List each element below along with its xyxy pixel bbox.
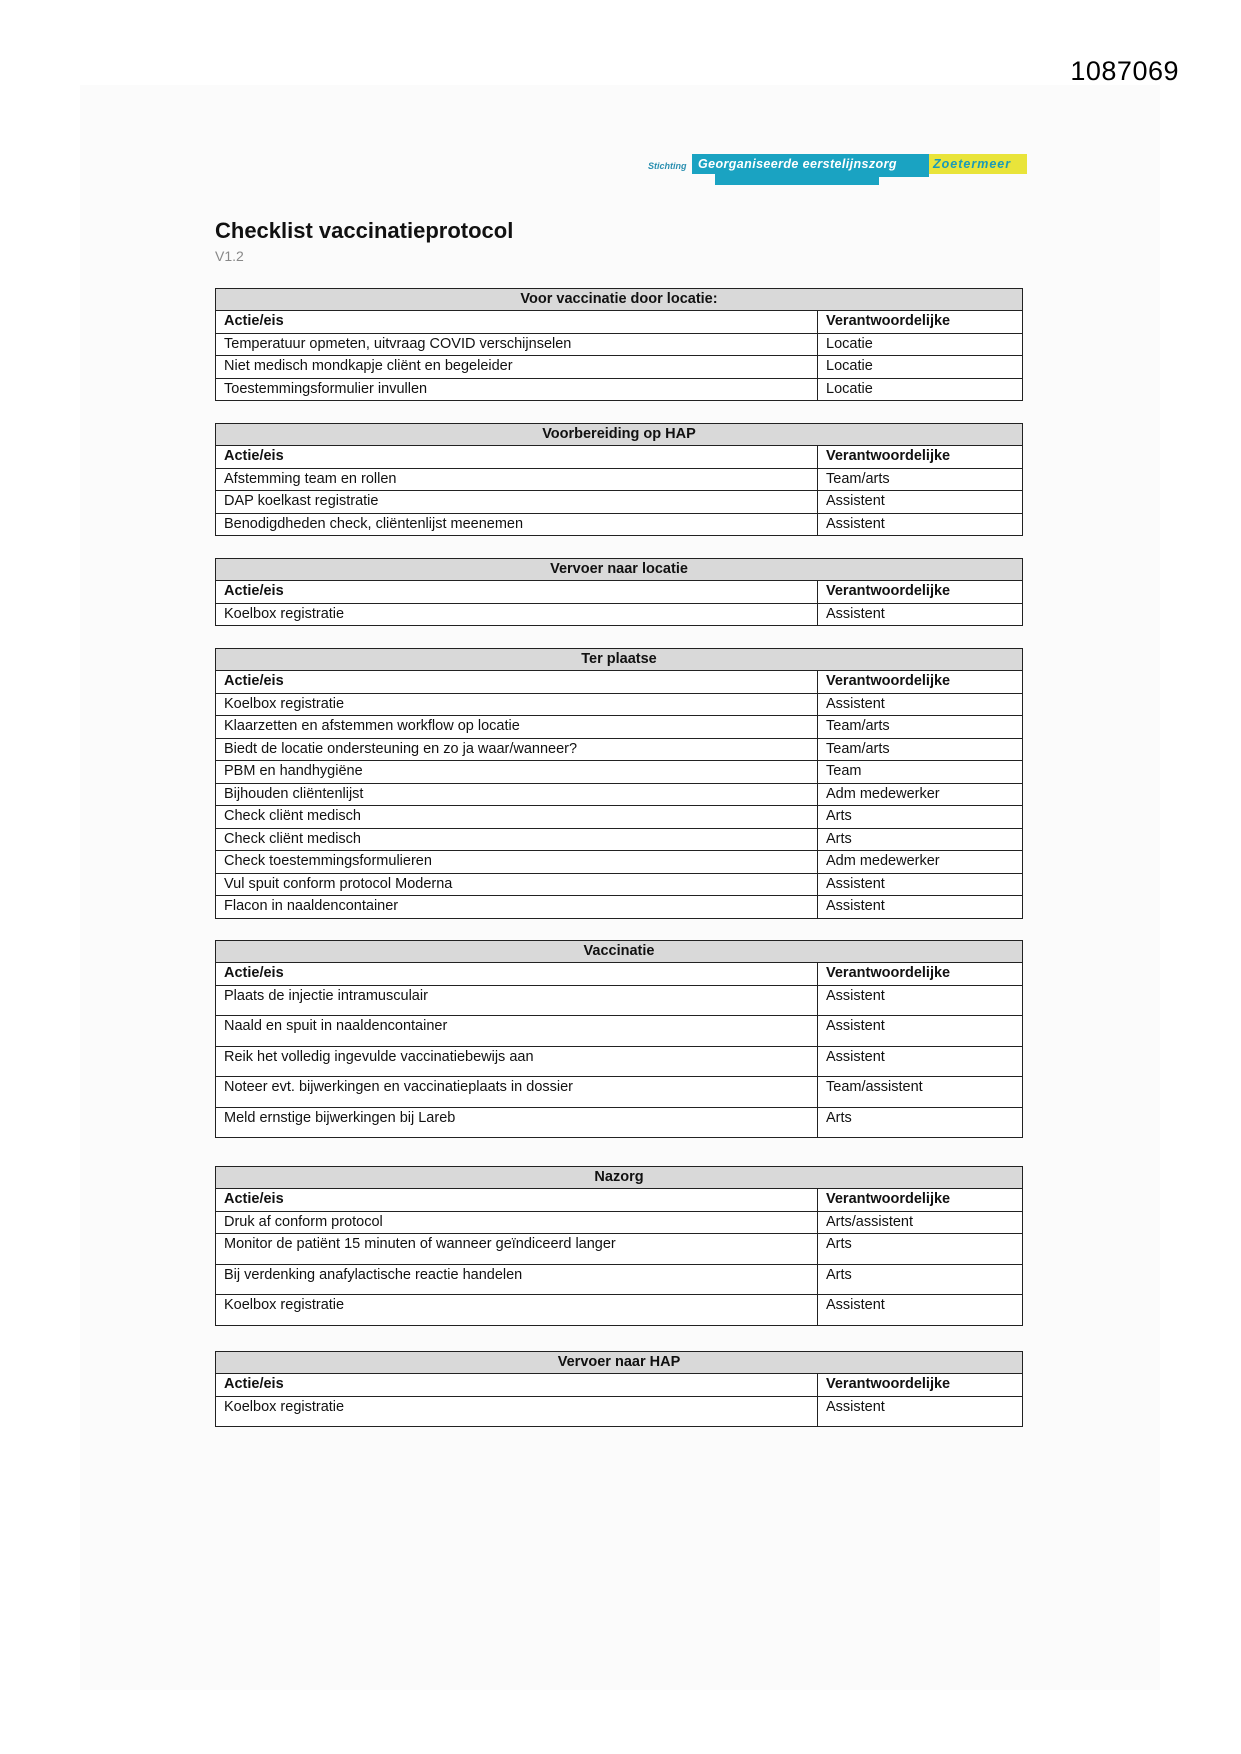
- section-table-voor-vaccinatie: [215, 288, 1023, 401]
- action-cell: Vul spuit conform protocol Moderna: [216, 873, 818, 896]
- table-row: [216, 1107, 1023, 1138]
- action-cell: Koelbox registratie: [216, 1295, 818, 1326]
- section-heading: Ter plaatse: [216, 649, 1023, 671]
- action-cell: Plaats de injectie intramusculair: [216, 985, 818, 1016]
- responsible-cell: Assistent: [818, 873, 1023, 896]
- action-cell: Afstemming team en rollen: [216, 468, 818, 491]
- responsible-cell: Locatie: [818, 356, 1023, 379]
- logo-name-main: Georganiseerde eerstelijnszorg: [692, 154, 929, 174]
- responsible-cell: Arts/assistent: [818, 1211, 1023, 1234]
- column-header-responsible: Verantwoordelijke: [818, 671, 1023, 694]
- table-row: [216, 333, 1023, 356]
- responsible-cell: Team/arts: [818, 738, 1023, 761]
- table-row: [216, 1046, 1023, 1077]
- responsible-cell: Locatie: [818, 333, 1023, 356]
- section-heading: Vervoer naar locatie: [216, 559, 1023, 581]
- table-row: [216, 1396, 1023, 1427]
- column-header-responsible: Verantwoordelijke: [818, 581, 1023, 604]
- responsible-cell: Assistent: [818, 693, 1023, 716]
- table-row: [216, 896, 1023, 919]
- responsible-cell: Assistent: [818, 1396, 1023, 1427]
- column-header-action: Actie/eis: [216, 671, 818, 694]
- action-cell: Biedt de locatie ondersteuning en zo ja waar/wanneer?: [216, 738, 818, 761]
- responsible-cell: Adm medewerker: [818, 783, 1023, 806]
- table-row: [216, 513, 1023, 536]
- action-cell: Bijhouden cliëntenlijst: [216, 783, 818, 806]
- action-cell: Druk af conform protocol: [216, 1211, 818, 1234]
- responsible-cell: Assistent: [818, 896, 1023, 919]
- table-row: [216, 851, 1023, 874]
- table-row: [216, 1295, 1023, 1326]
- section-table-vervoer-naar-hap: [215, 1351, 1023, 1427]
- table-row: [216, 1234, 1023, 1265]
- column-header-action: Actie/eis: [216, 1374, 818, 1397]
- table-row: [216, 378, 1023, 401]
- table-row: [216, 716, 1023, 739]
- action-cell: Koelbox registratie: [216, 603, 818, 626]
- responsible-cell: Team/arts: [818, 468, 1023, 491]
- responsible-cell: Assistent: [818, 1046, 1023, 1077]
- action-cell: Koelbox registratie: [216, 1396, 818, 1427]
- action-cell: Noteer evt. bijwerkingen en vaccinatieplaats in dossier: [216, 1077, 818, 1108]
- column-header-action: Actie/eis: [216, 311, 818, 334]
- section-heading: Nazorg: [216, 1167, 1023, 1189]
- table-row: [216, 738, 1023, 761]
- responsible-cell: Arts: [818, 1107, 1023, 1138]
- responsible-cell: Arts: [818, 806, 1023, 829]
- logo-name-city: Zoetermeer: [929, 154, 1027, 174]
- table-row: [216, 693, 1023, 716]
- section-heading: Voor vaccinatie door locatie:: [216, 289, 1023, 311]
- section-table-ter-plaatse: [215, 648, 1023, 919]
- responsible-cell: Assistent: [818, 491, 1023, 514]
- responsible-cell: Arts: [818, 1264, 1023, 1295]
- responsible-cell: Team: [818, 761, 1023, 784]
- document-id: 1087069: [1070, 56, 1179, 86]
- action-cell: Koelbox registratie: [216, 693, 818, 716]
- table-row: [216, 1211, 1023, 1234]
- table-row: [216, 1016, 1023, 1047]
- action-cell: Check cliënt medisch: [216, 828, 818, 851]
- responsible-cell: Locatie: [818, 378, 1023, 401]
- section-heading: Vervoer naar HAP: [216, 1352, 1023, 1374]
- action-cell: PBM en handhygiëne: [216, 761, 818, 784]
- column-header-responsible: Verantwoordelijke: [818, 446, 1023, 469]
- table-row: [216, 761, 1023, 784]
- action-cell: Niet medisch mondkapje cliënt en begeleider: [216, 356, 818, 379]
- action-cell: Monitor de patiënt 15 minuten of wanneer geïndiceerd langer: [216, 1234, 818, 1265]
- logo-underbar-thin: [879, 174, 929, 177]
- table-row: [216, 603, 1023, 626]
- action-cell: Reik het volledig ingevulde vaccinatiebewijs aan: [216, 1046, 818, 1077]
- table-row: [216, 783, 1023, 806]
- responsible-cell: Assistent: [818, 603, 1023, 626]
- logo-underbar: [715, 174, 879, 185]
- section-heading: Vaccinatie: [216, 941, 1023, 963]
- section-heading: Voorbereiding op HAP: [216, 424, 1023, 446]
- action-cell: DAP koelkast registratie: [216, 491, 818, 514]
- responsible-cell: Team/assistent: [818, 1077, 1023, 1108]
- action-cell: Bij verdenking anafylactische reactie handelen: [216, 1264, 818, 1295]
- responsible-cell: Team/arts: [818, 716, 1023, 739]
- column-header-action: Actie/eis: [216, 446, 818, 469]
- responsible-cell: Assistent: [818, 513, 1023, 536]
- table-row: [216, 356, 1023, 379]
- responsible-cell: Arts: [818, 828, 1023, 851]
- column-header-responsible: Verantwoordelijke: [818, 1374, 1023, 1397]
- action-cell: Check cliënt medisch: [216, 806, 818, 829]
- action-cell: Check toestemmingsformulieren: [216, 851, 818, 874]
- column-header-action: Actie/eis: [216, 963, 818, 986]
- action-cell: Temperatuur opmeten, uitvraag COVID verschijnselen: [216, 333, 818, 356]
- section-table-vervoer-naar-locatie: [215, 558, 1023, 626]
- responsible-cell: Assistent: [818, 1016, 1023, 1047]
- action-cell: Flacon in naaldencontainer: [216, 896, 818, 919]
- table-row: [216, 806, 1023, 829]
- action-cell: Toestemmingsformulier invullen: [216, 378, 818, 401]
- page-title: Checklist vaccinatieprotocol: [215, 218, 514, 243]
- table-row: [216, 468, 1023, 491]
- organization-logo: [648, 150, 1028, 190]
- column-header-responsible: Verantwoordelijke: [818, 1189, 1023, 1212]
- action-cell: Benodigdheden check, cliëntenlijst meenemen: [216, 513, 818, 536]
- table-row: [216, 985, 1023, 1016]
- logo-prefix: Stichting: [648, 161, 687, 171]
- responsible-cell: Arts: [818, 1234, 1023, 1265]
- column-header-responsible: Verantwoordelijke: [818, 311, 1023, 334]
- responsible-cell: Adm medewerker: [818, 851, 1023, 874]
- table-row: [216, 491, 1023, 514]
- action-cell: Meld ernstige bijwerkingen bij Lareb: [216, 1107, 818, 1138]
- section-table-vaccinatie: [215, 940, 1023, 1138]
- action-cell: Klaarzetten en afstemmen workflow op locatie: [216, 716, 818, 739]
- column-header-action: Actie/eis: [216, 1189, 818, 1212]
- column-header-action: Actie/eis: [216, 581, 818, 604]
- table-row: [216, 828, 1023, 851]
- column-header-responsible: Verantwoordelijke: [818, 963, 1023, 986]
- table-row: [216, 1077, 1023, 1108]
- action-cell: Naald en spuit in naaldencontainer: [216, 1016, 818, 1047]
- table-row: [216, 873, 1023, 896]
- version-label: V1.2: [215, 248, 244, 264]
- responsible-cell: Assistent: [818, 1295, 1023, 1326]
- section-table-nazorg: [215, 1166, 1023, 1326]
- table-row: [216, 1264, 1023, 1295]
- responsible-cell: Assistent: [818, 985, 1023, 1016]
- section-table-voorbereiding: [215, 423, 1023, 536]
